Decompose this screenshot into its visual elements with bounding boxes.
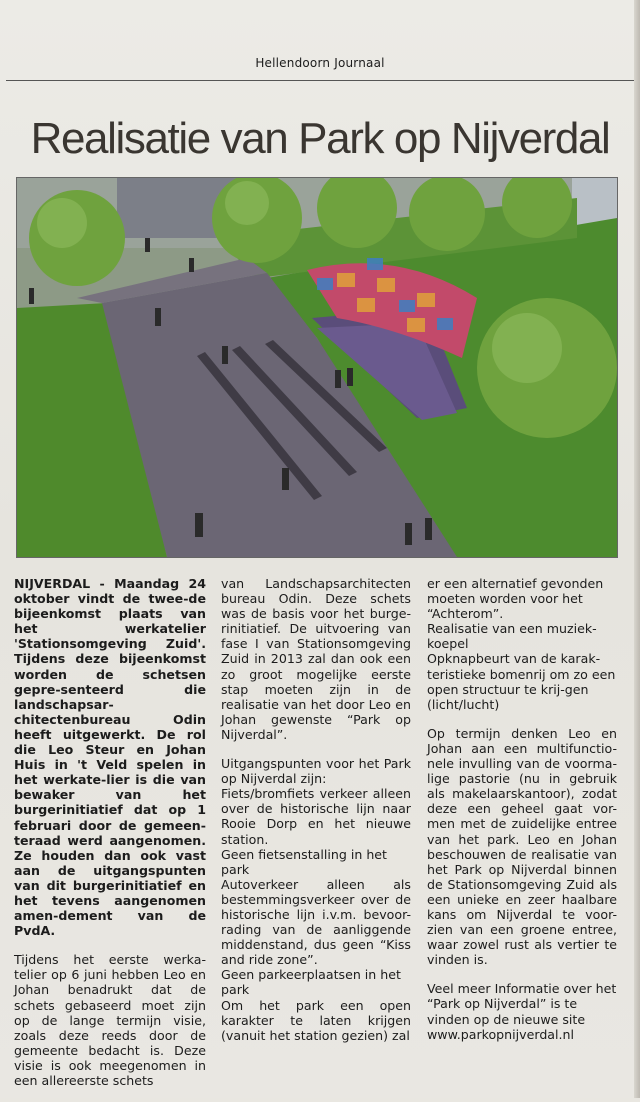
list-item: Realisatie van een muziek-koepel bbox=[427, 621, 597, 652]
headline: Realisatie van Park op Nijverdal bbox=[30, 114, 610, 163]
list-item: Autoverkeer alleen als bestemmingsverkeer over de historische lijn i.v.m. bevoor-rading van de aanliggende middenstand, dus geen “Kiss and ride zone”. bbox=[221, 876, 411, 968]
list-item: Opknapbeurt van de karak-teristieke bomenrij om zo een open structuur te krij-gen (licht/lucht) bbox=[427, 651, 616, 712]
article-column-1 bbox=[14, 576, 206, 1102]
header-rule bbox=[6, 80, 634, 81]
dateline-place: NIJVERDAL bbox=[14, 576, 91, 591]
list-item: Om het park een open karakter te laten krijgen (vanuit het station gezien) zal bbox=[221, 997, 411, 1043]
list-heading: Uitgangspunten voor het Park op Nijverdal zijn: bbox=[221, 756, 411, 787]
paragraph: van Landschapsarchitecten bureau Odin. Deze schets was de basis voor het burge-rinitiatief. De uitvoering van fase I van Stationsomgeving Zuid in 2013 zal dan ook een zo groot mogelijke eerste stap moeten zijn in de realisatie van het door Leo en Johan gewenste “Park op Nijverdal”. bbox=[221, 576, 411, 742]
lead-text: - Maandag 24 oktober vindt de twee-de bijeenkomst plaats van het werkatelier 'Stationsomgeving Zuid'. Tijdens deze bijeenkomst worden de schetsen gepre-senteerd die landschapsar-chitectenbureau Odin heeft uitgewerkt. De rol die Leo Steur en Johan Huis in 't Veld spelen in het werkate-lier is die van bewaker van het burgerinitiatief dat op 1 februari door de gemeen-teraad werd aangenomen. Ze houden dan ook vast aan de uitgangspunten van dit burgerinitiatief en het tevens aangenomen amen-dement van de PvdA. bbox=[14, 576, 206, 939]
closing-paragraph: Veel meer Informatie over het “Park op Nijverdal” is te vinden op de nieuwe site www.parkopnijverdal.nl bbox=[427, 981, 617, 1042]
list-item: Geen parkeerplaatsen in het park bbox=[221, 967, 401, 998]
list-item: Fiets/bromfiets verkeer alleen over de historische lijn naar Rooie Dorp en het nieuwe station. bbox=[221, 786, 411, 847]
park-rendering-image bbox=[16, 177, 618, 558]
paragraph: Tijdens het eerste werka-telier op 6 juni hebben Leo en Johan benadrukt dat de schets gebaseerd moet zijn op de lange termijn visie, zoals deze reeds door de gemeente bedacht is. Deze visie is ook meegenomen in een allereerste schets bbox=[14, 952, 206, 1088]
lead-paragraph bbox=[14, 576, 206, 938]
principles-list bbox=[221, 756, 411, 1043]
article-column-3 bbox=[427, 576, 617, 1056]
list-item: Geen fietsenstalling in het park bbox=[221, 846, 387, 877]
principles-list-continued bbox=[427, 576, 617, 712]
list-item: er een alternatief gevonden moeten worden voor het “Achterom”. bbox=[427, 576, 604, 622]
article-column-2 bbox=[221, 576, 411, 1043]
publication-name: Hellendoorn Journaal bbox=[255, 56, 385, 70]
page-edge bbox=[634, 0, 640, 1098]
paragraph: Op termijn denken Leo en Johan aan een multifunctio-nele invulling van de voorma-lige pastorie (nu in gebruik als makelaarskantoor), zodat deze een geheel gaat vor-men met de zuidelijke entree van het park. Leo en Johan beschouwen de realisatie van het Park op Nijverdal binnen de Stationsomgeving Zuid als een unieke en zeer haalbare kans om Nijverdal te voor-zien van een groene entree, waar zowel rust als vertier te vinden is. bbox=[427, 725, 617, 968]
